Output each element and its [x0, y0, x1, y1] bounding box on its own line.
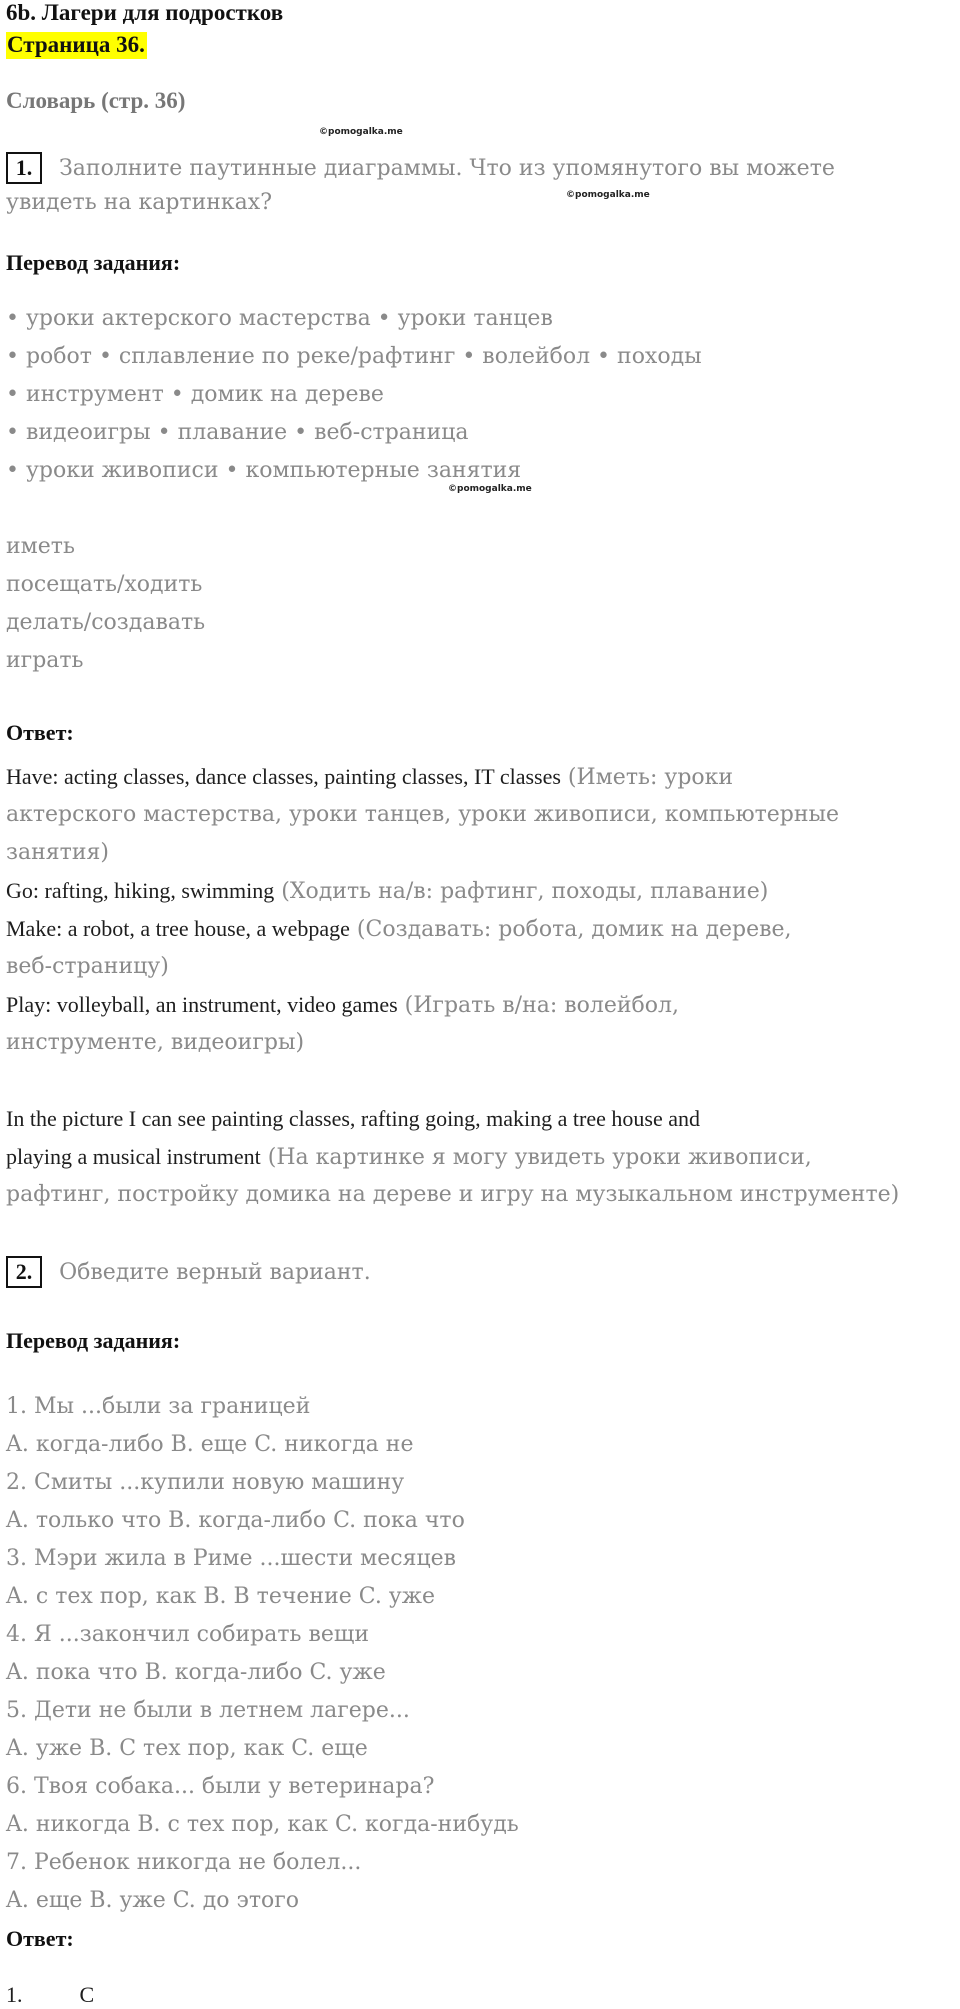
task2-answer-row [6, 1982, 94, 2008]
task2-item: 6. Твоя собака... были у ветеринара? [6, 1774, 435, 1799]
answer-line [6, 992, 679, 1018]
answer-line [6, 878, 768, 904]
answer-ru: (Ходить на/в: рафтинг, походы, плавание) [274, 879, 769, 904]
verb-item: иметь [6, 534, 75, 559]
picture-en: playing a musical instrument [6, 1144, 261, 1169]
answer-ru: (Играть в/на: волейбол, [397, 993, 680, 1018]
task1-item: • робот • сплавление по реке/рафтинг • волейбол • походы [6, 344, 702, 369]
answer-line [6, 764, 733, 790]
watermark: ©pomogalka.me [566, 190, 650, 200]
section-title: 6b. Лагери для подростков [6, 0, 284, 25]
picture-line [6, 1144, 812, 1170]
task2-item: 7. Ребенок никогда не болел... [6, 1850, 362, 1875]
task2-item: A. когда-либо B. еще C. никогда не [6, 1432, 414, 1457]
task2-item: 4. Я ...закончил собирать вещи [6, 1622, 370, 1647]
task1-item: • уроки актерского мастерства • уроки танцев [6, 306, 553, 331]
task2-answer-heading: Ответ: [6, 1926, 74, 1951]
verb-item: делать/создавать [6, 610, 206, 635]
task1-item: • уроки живописи • компьютерные занятия [6, 458, 522, 483]
answer-line [6, 954, 169, 979]
picture-line [6, 1182, 899, 1207]
task1-instruction-line2: увидеть на картинках? [6, 190, 272, 215]
task2-instruction-text: Обведите верный вариант. [59, 1260, 371, 1285]
task2-instruction [6, 1256, 371, 1288]
task2-item: A. еще B. уже C. до этого [6, 1888, 300, 1913]
task2-item: 2. Смиты ...купили новую машину [6, 1470, 405, 1495]
verb-item: посещать/ходить [6, 572, 203, 597]
answer-line [6, 802, 839, 827]
answer-en: Make: a robot, a tree house, a webpage [6, 916, 350, 941]
task2-item: A. пока что B. когда-либо C. уже [6, 1660, 386, 1685]
answer-en: Go: rafting, hiking, swimming [6, 878, 275, 903]
picture-ru: рафтинг, постройку домика на дереве и игру на музыкальном инструменте) [6, 1182, 900, 1207]
task1-item: • видеоигры • плавание • веб-страница [6, 420, 469, 445]
vocab-heading: Словарь (стр. 36) [6, 88, 186, 113]
task2-item: 5. Дети не были в летнем лагере... [6, 1698, 410, 1723]
picture-en: In the picture I can see painting classes, rafting going, making a tree house and [6, 1106, 700, 1131]
answer-ru: веб-страницу) [6, 954, 169, 979]
answer-line [6, 1030, 304, 1055]
page-label-highlight: Страница 36. [7, 32, 145, 57]
answer-line [6, 840, 109, 865]
answer-ru: (Иметь: уроки [560, 765, 734, 790]
answer-ru: занятия) [6, 840, 109, 865]
task2-item: 1. Мы ...были за границей [6, 1394, 311, 1419]
task1-answer-heading: Ответ: [6, 720, 74, 745]
task1-instruction [6, 152, 835, 184]
answer-line [6, 916, 792, 942]
task1-instruction-line1: Заполните паутинные диаграммы. Что из упомянутого вы можете [59, 156, 835, 181]
task2-item: A. только что B. когда-либо C. пока что [6, 1508, 465, 1533]
verb-item: играть [6, 648, 84, 673]
picture-line [6, 1106, 700, 1132]
picture-ru: (На картинке я могу увидеть уроки живописи, [260, 1145, 812, 1170]
answer-ru: актерского мастерства, уроки танцев, уроки живописи, компьютерные [6, 802, 840, 827]
task1-translation-heading: Перевод задания: [6, 250, 181, 275]
answer-en: Have: acting classes, dance classes, painting classes, IT classes [6, 764, 561, 789]
answer-en: Play: volleyball, an instrument, video games [6, 992, 398, 1017]
task2-item: A. уже B. С тех пор, как C. еще [6, 1736, 368, 1761]
answer-number: 1. [6, 1982, 23, 2007]
watermark: ©pomogalka.me [319, 127, 403, 137]
task2-item: 3. Мэри жила в Риме ...шести месяцев [6, 1546, 457, 1571]
page-label-wrap [6, 32, 147, 58]
watermark: ©pomogalka.me [448, 484, 532, 494]
answer-ru: инструменте, видеоигры) [6, 1030, 305, 1055]
task-number-box: 1. [6, 152, 42, 184]
answer-ru: (Создавать: робота, домик на дереве, [349, 917, 792, 942]
task-number-box: 2. [6, 1256, 42, 1288]
task1-item: • инструмент • домик на дереве [6, 382, 384, 407]
task2-translation-heading: Перевод задания: [6, 1328, 181, 1353]
task2-item: A. с тех пор, как B. В течение C. уже [6, 1584, 436, 1609]
answer-value: C [79, 1982, 95, 2007]
task2-item: A. никогда B. с тех пор, как C. когда-нибудь [6, 1812, 519, 1837]
